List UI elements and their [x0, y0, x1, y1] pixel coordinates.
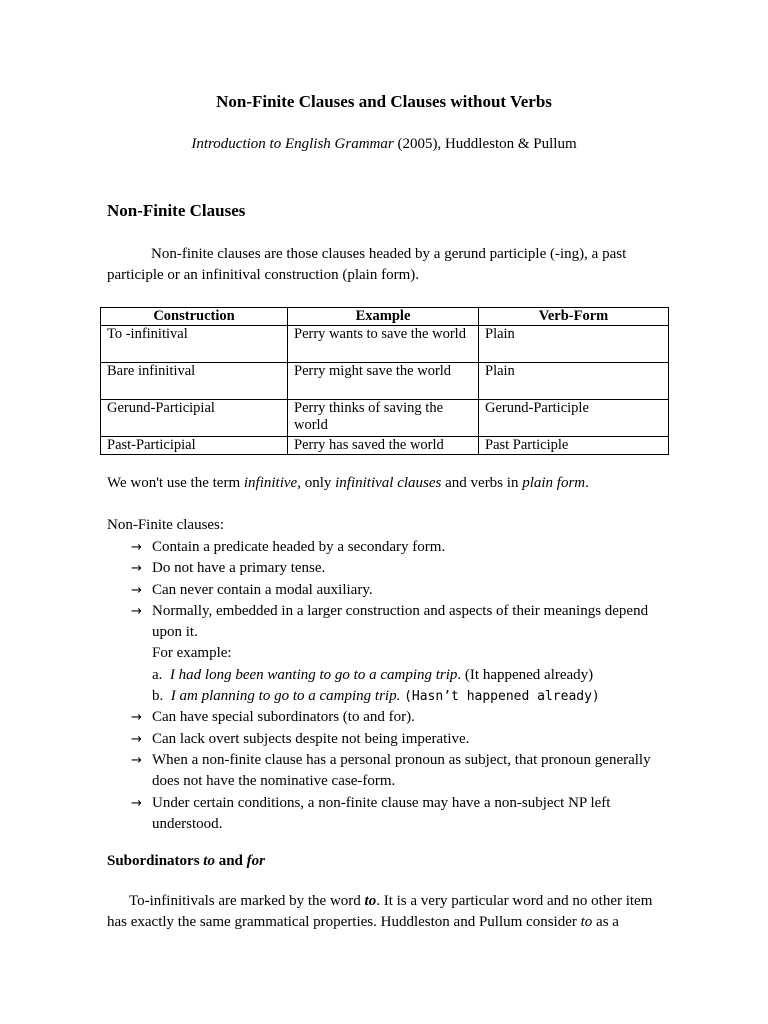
table-header-cell: Example [288, 308, 479, 326]
table-cell: Plain [479, 363, 669, 400]
table-cell: Perry wants to save the world [288, 326, 479, 363]
list-item [107, 601, 667, 707]
table-row [101, 400, 669, 437]
heading-word: for [246, 853, 265, 869]
example-comment: (Hasn’t happened already) [404, 689, 600, 705]
note-term: plain form [522, 475, 586, 491]
table-cell: Bare infinitival [101, 363, 288, 400]
list-item-text: Under certain conditions, a non-finite clause may have a non-subject NP left understood. [152, 794, 611, 832]
list-item [107, 580, 667, 601]
list-item-text: Can never contain a modal auxiliary. [152, 581, 373, 598]
example-letter: b. [152, 688, 164, 705]
table-header-cell: Construction [101, 308, 288, 326]
arrow-icon: → [131, 710, 142, 726]
note-text: and verbs in [441, 475, 523, 491]
paragraph-text: To-infinitivals are marked by the word [129, 893, 365, 909]
table-row [101, 363, 669, 400]
subordinators-paragraph [107, 891, 667, 933]
list-item-text: When a non-finite clause has a personal pronoun as subject, that pronoun generally does not have the nominative case-form. [152, 751, 651, 790]
table-header-row [101, 308, 669, 326]
list-label: Non-Finite clauses: [107, 517, 225, 533]
paragraph-text: . It is a very particular word and no other item has exactly the same grammatical properties. Huddleston and Pullum consider [107, 893, 653, 930]
list-item [107, 793, 667, 836]
table-cell: Perry thinks of saving the world [288, 400, 479, 437]
construction-table [100, 307, 669, 455]
characteristics-list [107, 537, 667, 835]
table-cell: Gerund-Participial [101, 400, 288, 437]
example-a [152, 665, 667, 686]
note-term: infinitival clauses [335, 475, 442, 491]
heading-word: to [203, 853, 215, 869]
table-header-cell: Verb-Form [479, 308, 669, 326]
example-sentence: I am planning to go to a camping trip. [170, 688, 401, 705]
note-text: We won't use the term [107, 475, 244, 491]
list-item-text: Contain a predicate headed by a secondary form. [152, 539, 446, 555]
section-heading-subordinators [107, 851, 667, 872]
document-title: Non-Finite Clauses and Clauses without Verbs [216, 92, 552, 111]
emphasis-word: to [364, 893, 377, 909]
section-heading-non-finite: Non-Finite Clauses [107, 201, 246, 220]
table-cell: Perry has saved the world [288, 437, 479, 455]
heading-text: and [214, 853, 247, 869]
table-row [101, 326, 669, 363]
table-cell: To -infinitival [101, 326, 288, 363]
list-item-text: Can have special subordinators (to and for). [152, 709, 415, 726]
arrow-icon: → [131, 603, 142, 619]
example-label: For example: [152, 645, 232, 662]
list-item [107, 729, 667, 750]
book-title: Introduction to English Grammar [191, 136, 394, 152]
list-item [107, 707, 667, 728]
arrow-icon: → [131, 540, 142, 555]
note-term: infinitive [243, 475, 298, 491]
example-sentence: I had long been wanting to go to a camping trip [169, 666, 458, 683]
arrow-icon: → [131, 752, 142, 768]
example-letter: a. [152, 666, 163, 683]
arrow-icon: → [131, 795, 142, 811]
arrow-icon: → [131, 582, 142, 598]
table-cell: Gerund-Participle [479, 400, 669, 437]
list-item [107, 558, 667, 579]
table-cell: Past-Participial [101, 437, 288, 455]
paragraph-text: as a [592, 914, 619, 930]
table-cell: Past Participle [479, 437, 669, 455]
table-row [101, 437, 669, 455]
list-item-text: Can lack overt subjects despite not being imperative. [152, 730, 470, 747]
note-text: , only [297, 475, 336, 491]
list-item [107, 537, 667, 558]
list-item-text: Do not have a primary tense. [152, 560, 326, 577]
example-comment: . (It happened already) [457, 666, 594, 683]
heading-text: Subordinators [107, 853, 204, 869]
arrow-icon: → [131, 731, 142, 747]
terminology-note [107, 473, 667, 494]
example-b [152, 686, 667, 707]
emphasis-word: to [580, 914, 593, 930]
note-text: . [585, 475, 589, 491]
book-citation: (2005), Huddleston & Pullum [393, 136, 577, 152]
document-subtitle [0, 136, 768, 153]
table-cell: Plain [479, 326, 669, 363]
table-cell: Perry might save the world [288, 363, 479, 400]
list-item [107, 750, 667, 793]
arrow-icon: → [131, 561, 142, 577]
intro-paragraph: Non-finite clauses are those clauses headed by a gerund participle (-ing), a past participle or an infinitival construction (plain form). [107, 246, 627, 283]
list-item-text: Normally, embedded in a larger construction and aspects of their meanings depend upon it. [152, 602, 649, 641]
